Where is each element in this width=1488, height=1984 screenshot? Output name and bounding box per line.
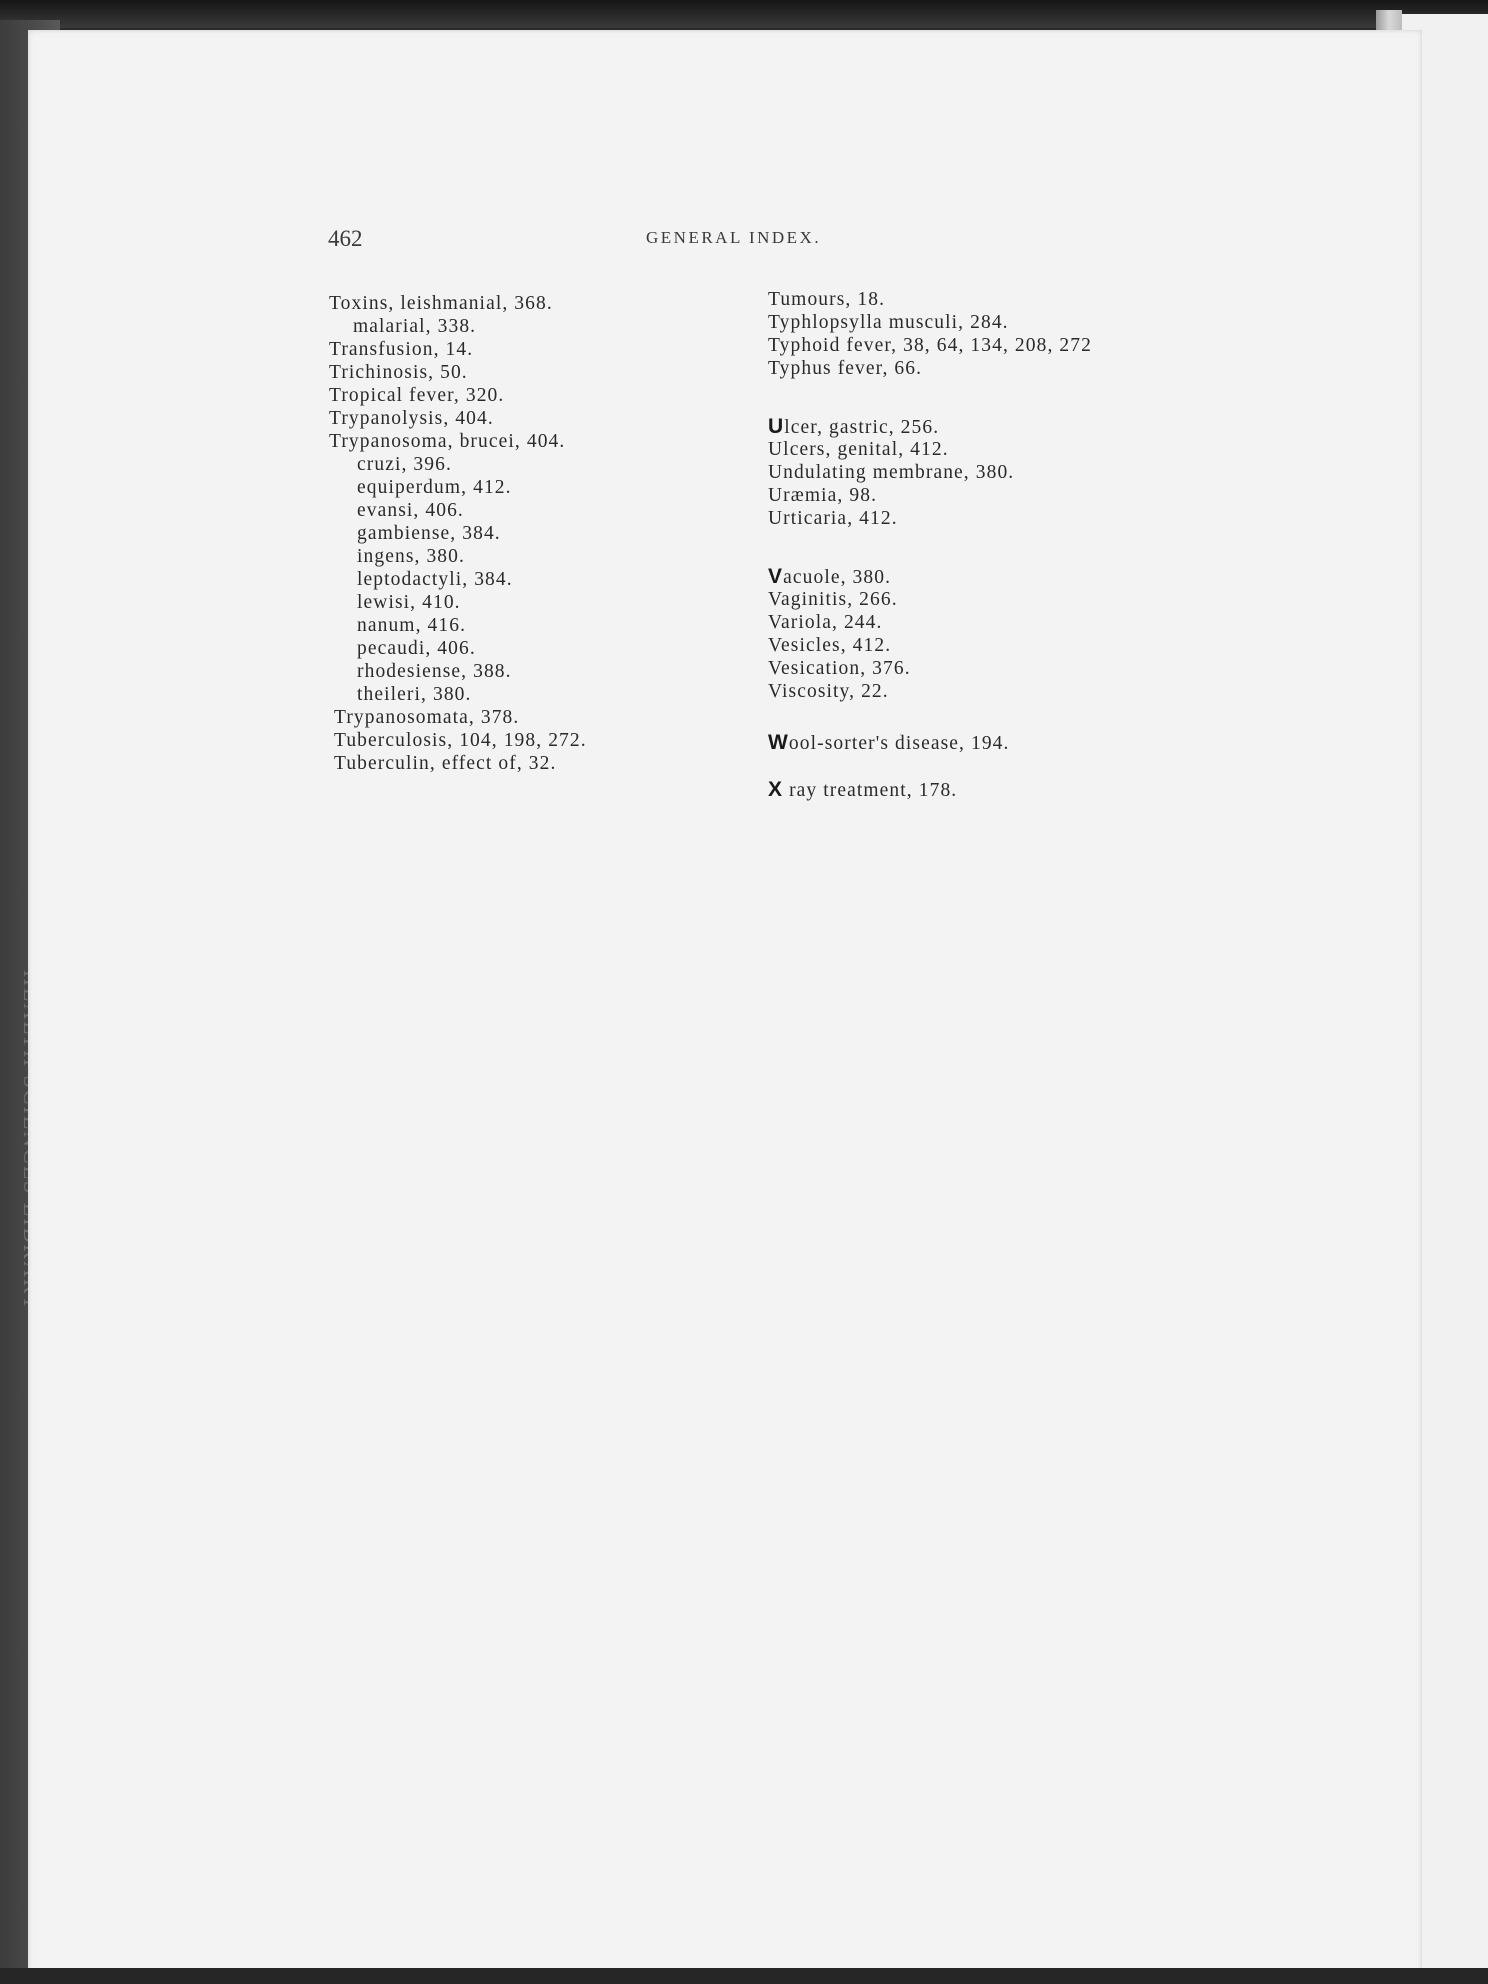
index-entry: Trypanosomata, 378. [334, 707, 520, 728]
index-entry-section-start [768, 565, 1092, 588]
index-entry-section-start [768, 778, 1092, 801]
section-gap [768, 703, 1092, 731]
index-entry: Urticaria, 412. [768, 508, 898, 529]
index-subentry: evansi, 406. [357, 500, 464, 521]
index-entry-text: acuole, 380. [783, 567, 892, 588]
index-entry: Tuberculin, effect of, 32. [334, 753, 557, 774]
index-entry: Variola, 244. [768, 612, 883, 633]
index-entry: Typhlopsylla musculi, 284. [768, 312, 1009, 333]
scan-top-shadow [0, 0, 1488, 28]
index-entry: Trypanolysis, 404. [329, 408, 494, 429]
index-subentry: pecaudi, 406. [357, 638, 476, 659]
index-entry: Trypanosoma, brucei, 404. [329, 431, 566, 452]
index-subentry: cruzi, 396. [357, 454, 452, 475]
index-subentry: rhodesiense, 388. [357, 661, 512, 682]
scan-bottom-shadow [0, 1968, 1488, 1984]
index-entry: Viscosity, 22. [768, 681, 889, 702]
section-initial: U [768, 415, 785, 438]
index-entry: Typhoid fever, 38, 64, 134, 208, 272 [768, 335, 1092, 356]
index-entry: Uræmia, 98. [768, 485, 878, 506]
running-header [328, 226, 1178, 256]
index-entry: Transfusion, 14. [329, 339, 474, 360]
index-entry-section-start [768, 731, 1092, 754]
index-subentry: lewisi, 410. [357, 592, 461, 613]
index-entry-text: ray treatment, 178. [783, 780, 958, 801]
section-initial: W [768, 731, 789, 754]
index-entry: Ulcers, genital, 412. [768, 439, 949, 460]
index-subentry: theileri, 380. [357, 684, 472, 705]
index-entry-section-start [768, 415, 1092, 438]
index-column-right [768, 288, 1092, 801]
page-number: 462 [328, 226, 363, 251]
index-entry: Tropical fever, 320. [329, 385, 505, 406]
section-gap [768, 380, 1092, 415]
book-page [28, 30, 1422, 1980]
index-subentry: gambiense, 384. [357, 523, 501, 544]
section-gap [768, 754, 1092, 778]
running-title: GENERAL INDEX. [646, 228, 822, 247]
index-entry-text: lcer, gastric, 256. [784, 417, 940, 438]
index-entry: Undulating membrane, 380. [768, 462, 1015, 483]
index-entry: Vaginitis, 266. [768, 589, 898, 610]
index-entry: Tumours, 18. [768, 289, 886, 310]
index-subentry: ingens, 380. [357, 546, 465, 567]
section-initial: X [768, 778, 784, 801]
index-entry: Vesicles, 412. [768, 635, 892, 656]
section-initial: V [768, 565, 784, 588]
index-subentry: leptodactyli, 384. [357, 569, 513, 590]
index-subentry: nanum, 416. [357, 615, 467, 636]
index-subentry: malarial, 338. [353, 316, 477, 337]
index-entry: Typhus fever, 66. [768, 358, 923, 379]
index-entry-text: ool-sorter's disease, 194. [788, 733, 1010, 754]
index-entry: Tuberculosis, 104, 198, 272. [334, 730, 587, 751]
index-entry: Trichinosis, 50. [329, 362, 468, 383]
index-entry: Toxins, leishmanial, 368. [329, 293, 553, 314]
section-gap [768, 530, 1092, 565]
index-entry: Vesication, 376. [768, 658, 911, 679]
index-subentry: equiperdum, 412. [357, 477, 512, 498]
index-column-left [329, 292, 587, 775]
